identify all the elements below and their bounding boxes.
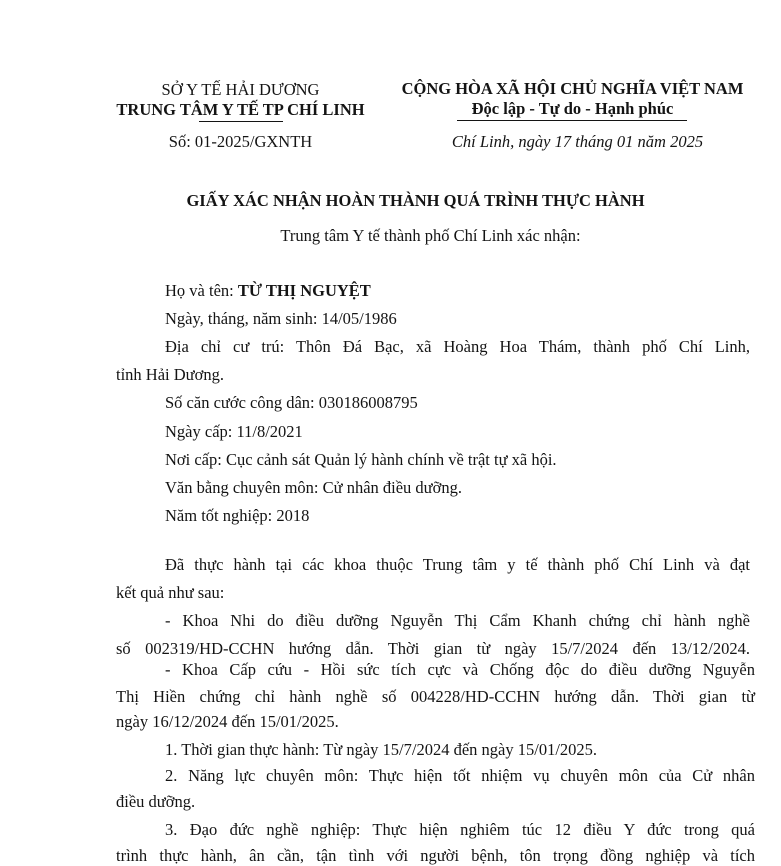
address-line-1: Địa chỉ cư trú: Thôn Đá Bạc, xã Hoàng Hoa Thám, thành phố Chí Linh,	[165, 337, 750, 356]
degree-row: Văn bằng chuyên môn: Cử nhân điều dưỡng.	[165, 478, 462, 497]
point2-line-2: điều dưỡng.	[116, 792, 196, 811]
item1-line-2: số 002319/HD-CCHN hướng dẫn. Thời gian từ ngày 15/7/2024 đến 13/12/2024.	[116, 639, 750, 658]
document-title: GIẤY XÁC NHẬN HOÀN THÀNH QUÁ TRÌNH THỰC HÀNH	[186, 191, 645, 210]
motto-underline	[457, 120, 687, 121]
person-name: TỪ THỊ NGUYỆT	[237, 281, 371, 300]
center-name: TRUNG TÂM Y TẾ TP CHÍ LINH	[116, 100, 365, 119]
name-row	[165, 281, 371, 301]
point3-line-2: trình thực hành, ân cần, tận tình với người bệnh, tôn trọng đồng nghiệp và tích	[116, 846, 755, 865]
issue-date-row: Ngày cấp: 11/8/2021	[165, 422, 303, 441]
motto: Độc lập - Tự do - Hạnh phúc	[471, 99, 674, 118]
id-number-row: Số căn cước công dân: 030186008795	[165, 393, 418, 412]
document-subtitle: Trung tâm Y tế thành phố Chí Linh xác nhận:	[280, 226, 581, 245]
name-label: Họ và tên:	[165, 281, 238, 300]
point-1: 1. Thời gian thực hành: Từ ngày 15/7/2024 đến ngày 15/01/2025.	[165, 740, 598, 759]
grad-year-row: Năm tốt nghiệp: 2018	[165, 506, 310, 525]
issue-place-row: Nơi cấp: Cục cảnh sát Quản lý hành chính về trật tự xã hội.	[165, 450, 557, 469]
item2-line-3: ngày 16/12/2024 đến 15/01/2025.	[116, 712, 339, 731]
address-line-2: tỉnh Hải Dương.	[116, 365, 224, 384]
dob-row: Ngày, tháng, năm sinh: 14/05/1986	[165, 309, 397, 328]
intro-line-2: kết quả như sau:	[116, 583, 225, 602]
header-left-underline	[199, 121, 283, 122]
header-right	[385, 79, 760, 152]
item1-line-1: - Khoa Nhi do điều dưỡng Nguyễn Thị Cẩm Khanh chứng chỉ hành nghề	[165, 611, 750, 630]
intro-line-1: Đã thực hành tại các khoa thuộc Trung tâm y tế thành phố Chí Linh và đạt	[165, 555, 750, 574]
point3-line-1: 3. Đạo đức nghề nghiệp: Thực hiện nghiêm túc 12 điều Y đức trong quá	[165, 820, 755, 839]
dept-name: SỞ Y TẾ HẢI DƯƠNG	[161, 80, 320, 99]
item2-line-1: - Khoa Cấp cứu - Hồi sức tích cực và Chống độc do điều dưỡng Nguyễn	[165, 660, 755, 679]
document-date: Chí Linh, ngày 17 tháng 01 năm 2025	[451, 132, 704, 151]
item2-line-2: Thị Hiền chứng chỉ hành nghề số 004228/HD-CCHN hướng dẫn. Thời gian từ	[116, 687, 755, 706]
document-number: Số: 01-2025/GXNTH	[168, 132, 313, 151]
point2-line-1: 2. Năng lực chuyên môn: Thực hiện tốt nhiệm vụ chuyên môn của Cử nhân	[165, 766, 755, 785]
country-name: CỘNG HÒA XÃ HỘI CHỦ NGHĨA VIỆT NAM	[401, 79, 744, 98]
header-left	[108, 80, 373, 152]
